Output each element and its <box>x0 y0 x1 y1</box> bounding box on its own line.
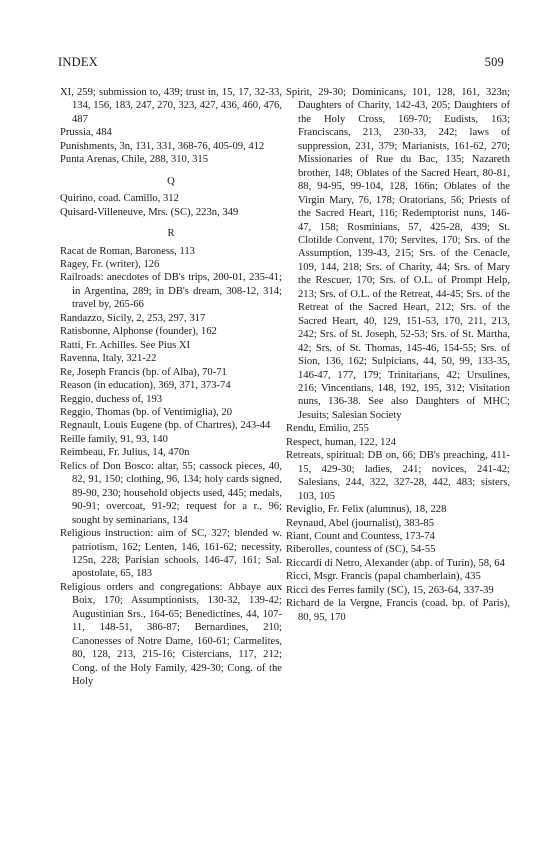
index-entry: Reynaud, Abel (journalist), 383-85 <box>286 517 434 529</box>
index-entry: Richard de la Vergne, Francis (coad. bp. of Paris), 80, 95, 170 <box>286 598 510 623</box>
index-entry: XI, 259; submission to, 439; trust in, 15, 17, 32-33, 134, 156, 183, 247, 270, 323, 427, 436, 460, 476, 487 <box>60 87 282 125</box>
index-entry: Reason (in education), 369, 371, 373-74 <box>60 380 231 392</box>
index-entry: Respect, human, 122, 124 <box>286 436 397 448</box>
index-entry: Prussia, 484 <box>60 127 112 139</box>
index-entry: Ratti, Fr. Achilles. See Pius XI <box>60 339 191 351</box>
index-column-left <box>60 86 282 688</box>
index-entry: Punishments, 3n, 131, 331, 368-76, 405-09, 412 <box>60 140 265 152</box>
index-entry: Randazzo, Sicily, 2, 253, 297, 317 <box>60 312 206 324</box>
index-entry: Riccardi di Netro, Alexander (abp. of Turin), 58, 64 <box>286 557 505 569</box>
index-entry: Religious orders and congregations: Abbaye aux Boix, 170; Assumptionists, 130-32, 139-42; Augustinian Srs., 164-65; Benedictines, 44, 107-11, 148-51, 386-87; Bernardines, 210; Canonesses of Notre Dame, 160-61; Carmelites, 80, 128, 213, 215-16; Cistercians, 117, 212; Cong. of the Holy Family, 429-30; Cong. of the Holy <box>60 581 282 688</box>
index-entry: Ricci des Ferres family (SC), 15, 263-64, 337-39 <box>286 584 494 596</box>
index-entry: Ratisbonne, Alphonse (founder), 162 <box>60 326 217 338</box>
index-entry: Rendu, Emilio, 255 <box>286 423 369 435</box>
index-entry: Reviglio, Fr. Felix (alumnus), 18, 228 <box>286 504 447 516</box>
index-entry: Reimbeau, Fr. Julius, 14, 470n <box>60 447 190 459</box>
page-header <box>58 55 504 71</box>
section-letter: R <box>167 228 175 240</box>
running-title: INDEX <box>58 55 98 69</box>
index-entry: Regnault, Louis Eugene (bp. of Chartres), 243-44 <box>60 420 271 432</box>
index-entry: Reille family, 91, 93, 140 <box>60 433 168 445</box>
index-entry: Retreats, spiritual: DB on, 66; DB's preaching, 411-15, 429-30; ladies, 241; novices, 241-42; Salesians, 244, 322, 327-28, 442, 483; sisters, 103, 105 <box>286 450 510 502</box>
index-entry: Quirino, coad. Camillo, 312 <box>60 193 179 205</box>
index-entry: Relics of Don Bosco: altar, 55; cassock pieces, 40, 82, 91, 150; clothing, 96, 134; holy cards signed, 89-90, 230; household objects used, 445; medals, 90-91; overcoat, 91-92; request for a r., 96; sought by seminarians, 134 <box>60 460 282 526</box>
index-entry: Punta Arenas, Chile, 288, 310, 315 <box>60 154 209 166</box>
index-entry: Ricci, Msgr. Francis (papal chamberlain), 435 <box>286 571 481 583</box>
index-entry: Riant, Count and Countess, 173-74 <box>286 530 435 542</box>
index-entry: Re, Joseph Francis (bp. of Alba), 70-71 <box>60 366 227 378</box>
index-entry: Spirit, 29-30; Dominicans, 101, 128, 161, 323n; Daughters of Charity, 142-43, 205; Daughters of the Holy Cross, 169-70; Eudists, 163; Franciscans, 213, 230-33, 242; laws of suppression, 231, 379; Marianists, 161-62, 270; Missionaries of Rue du Bac, 135; Nazareth brother, 148; Oblates of the Sacred Heart, 80-81, 88, 94-95, 99-104, 128, 166n; Oblates of the Virgin Mary, 76, 178; Oratorians, 56; Priests of the Sacred Heart, 116; Redemptorist nuns, 146-47, 158; Rosminians, 57, 425-28, 439; St. Clotilde Convent, 170; Servites, 170; Srs. of the Assumption, 139-43, 215; Srs. of the Cenacle, 109, 144, 218; Srs. of Charity, 44; Srs. of Mary the Rescuer, 170; Srs. of O.L. of Prompt Help, 213; Srs. of O.L. of the Retreat, 44-45; Srs. of the Retreat of the Sacred Heart, 212; Srs. of the Sacred Heart, 40, 129, 151-53, 170, 211, 213, 242; Srs. of St. Joseph, 52-53; Srs. of St. Martha, 42; Srs. of St. Thomas, 145-46, 154-55; Srs. of Sion, 136, 162; Sulpicians, 44, 50, 99, 133-35, 146-47, 177, 179; Trinitarians, 42; Ursulines, 216; Vincentians, 148, 192, 195, 312; Visitation nuns, 136-38. See also Daughters of MHC; Jesuits; Salesian Society <box>286 87 510 421</box>
index-entry: Racat de Roman, Baroness, 113 <box>60 245 195 257</box>
index-entry: Reggio, duchess of, 193 <box>60 393 163 405</box>
index-entry: Railroads: anecdotes of DB's trips, 200-01, 235-41; in Argentina, 289; in DB's dream, 308-12, 314; travel by, 265-66 <box>60 272 282 311</box>
section-letter: Q <box>167 175 175 187</box>
index-entry: Religious instruction: aim of SC, 327; blended w. patriotism, 162; Lenten, 146, 161-62; necessity, 125n, 228; Parisian schools, 146-47, 161; Sal. apostolate, 65, 183 <box>60 528 282 580</box>
page-number: 509 <box>484 55 504 69</box>
index-column-right <box>286 86 510 624</box>
index-entry: Ravenna, Italy, 321-22 <box>60 353 157 365</box>
index-entry: Ragey, Fr. (writer), 126 <box>60 258 160 270</box>
index-entry: Riberolles, countess of (SC), 54-55 <box>286 544 436 556</box>
index-entry: Reggio, Thomas (bp. of Ventimiglia), 20 <box>60 406 233 418</box>
index-entry: Quisard-Villeneuve, Mrs. (SC), 223n, 349 <box>60 206 239 218</box>
